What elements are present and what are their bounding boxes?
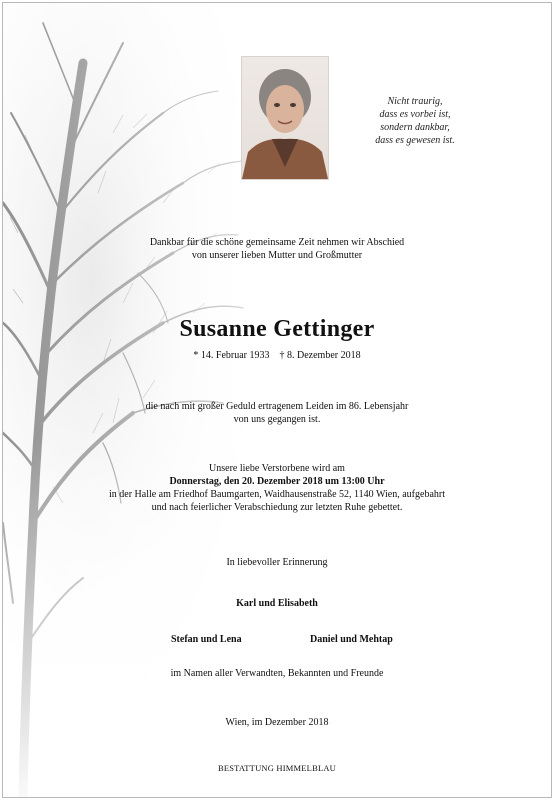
memorial-quote (355, 95, 475, 147)
deceased-name: Susanne Gettinger (179, 316, 375, 342)
place-date: Wien, im Dezember 2018 (225, 717, 329, 728)
funeral-date: Donnerstag, den 20. Dezember 2018 um 13:00 Uhr (169, 476, 385, 487)
funeral-line: Unsere liebe Verstorbene wird am (209, 463, 345, 474)
passing-line: von uns gegangen ist. (233, 414, 321, 425)
quote-line: dass es gewesen ist. (375, 135, 455, 146)
family-signature-left: Stefan und Lena (171, 634, 242, 645)
intro-line: Dankbar für die schöne gemeinsame Zeit nehmen wir Abschied (149, 237, 405, 248)
quote-line: sondern dankbar, (380, 122, 450, 133)
life-dates: * 14. Februar 1933 † 8. Dezember 2018 (193, 350, 361, 361)
obituary-page (2, 2, 552, 798)
intro-text (3, 236, 551, 262)
funeral-line: und nach feierlicher Verabschiedung zur letzten Ruhe gebettet. (151, 502, 403, 513)
intro-line: von unserer lieben Mutter und Großmutter (191, 250, 363, 261)
undertaker: BESTATTUNG HIMMELBLAU (217, 763, 337, 773)
funeral-info (3, 462, 551, 514)
funeral-line: in der Halle am Friedhof Baumgarten, Waidhausenstraße 52, 1140 Wien, aufgebahrt (108, 489, 445, 500)
family-row-1: Karl und Elisabeth (236, 598, 318, 609)
memory-text: In liebevoller Erinnerung (226, 557, 328, 568)
quote-line: dass es vorbei ist, (379, 109, 451, 120)
quote-line: Nicht traurig, (387, 96, 443, 107)
family-signature-right: Daniel und Mehtap (310, 634, 393, 645)
family-others: im Namen aller Verwandten, Bekannten und Freunde (170, 668, 384, 679)
passing-text (3, 400, 551, 426)
passing-line: die nach mit großer Geduld ertragenem Leiden im 86. Lebensjahr (145, 401, 409, 412)
portrait-photo (241, 56, 329, 180)
